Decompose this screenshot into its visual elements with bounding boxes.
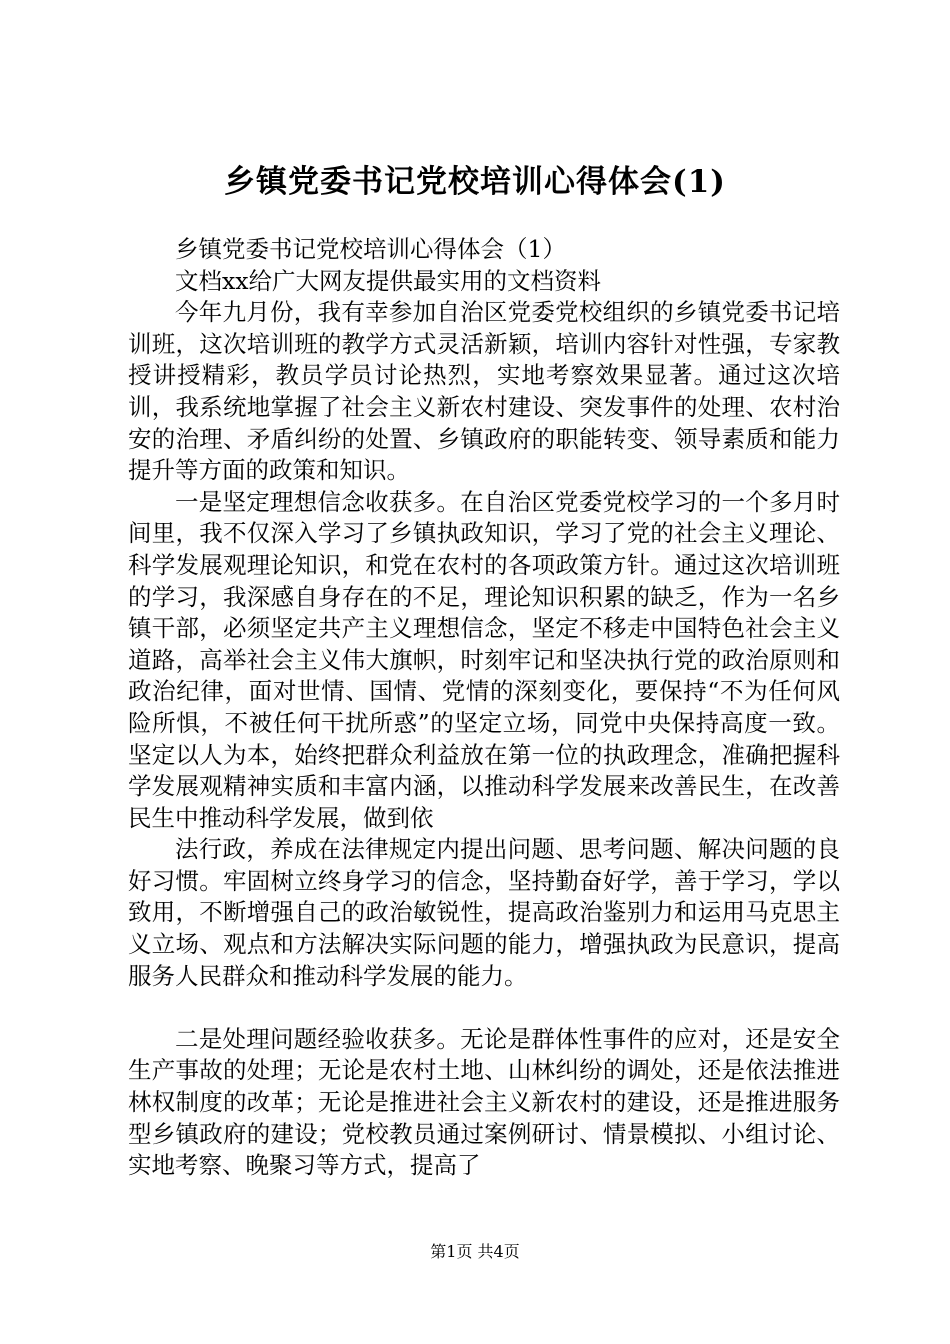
source-note-paragraph: 文档xx给广大网友提供最实用的文档资料 [175, 266, 602, 295]
page-footer: 第1页 共4页 [430, 1242, 520, 1261]
point-one-paragraph: 一是坚定理想信念收获多。在自治区党委党校学习的一个多月时间里，我不仅深入学习了乡镇执政知识，学习了党的社会主义理论、科学发展观理论知识，和党在农村的各项政策方针。通过这次培训班的学习，我深感自身存在的不足，理论知识积累的缺乏，作为一名乡镇干部，必须坚定共产主义理想信念，坚定不移走中国特色社会主义道路，高举社会主义伟大旗帜，时刻牢记和坚决执行党的政治原则和政治纪律，面对世情、国情、党情的深刻变化，要保持“不为任何风险所惧，不被任何干扰所惑”的坚定立场，同党中央保持高度一致。坚定以人为本，始终把群众利益放在第一位的执政理念，准确把握科学发展观精神实质和丰富内涵，以推动科学发展来改善民生，在改善民生中推动科学发展，做到依 [128, 487, 840, 832]
point-two-paragraph: 二是处理问题经验收获多。无论是群体性事件的应对，还是安全生产事故的处理；无论是农村土地、山林纠纷的调处，还是依法推进林权制度的改革；无论是推进社会主义新农村的建设，还是推进服务型乡镇政府的建设；党校教员通过案例研讨、情景模拟、小组讨论、实地考察、晚聚习等方式，提高了 [128, 1024, 840, 1180]
point-one-continued-paragraph: 法行政，养成在法律规定内提出问题、思考问题、解决问题的良好习惯。牢固树立终身学习的信念，坚持勤奋好学，善于学习，学以致用，不断增强自己的政治敏锐性，提高政治鉴别力和运用马克思主义立场、观点和方法解决实际问题的能力，增强执政为民意识，提高服务人民群众和推动科学发展的能力。 [128, 835, 840, 990]
subtitle-paragraph: 乡镇党委书记党校培训心得体会（1） [175, 235, 566, 263]
document-body [128, 234, 840, 1182]
intro-paragraph: 今年九月份，我有幸参加自治区党委党校组织的乡镇党委书记培训班，这次培训班的教学方式灵活新颖，培训内容针对性强，专家教授讲授精彩，教员学员讨论热烈，实地考察效果显著。通过这次培训，我系统地掌握了社会主义新农村建设、突发事件的处理、农村治安的治理、矛盾纠纷的处置、乡镇政府的职能转变、领导素质和能力提升等方面的政策和知识。 [128, 298, 840, 485]
document-title: 乡镇党委书记党校培训心得体会(1) [224, 164, 726, 200]
